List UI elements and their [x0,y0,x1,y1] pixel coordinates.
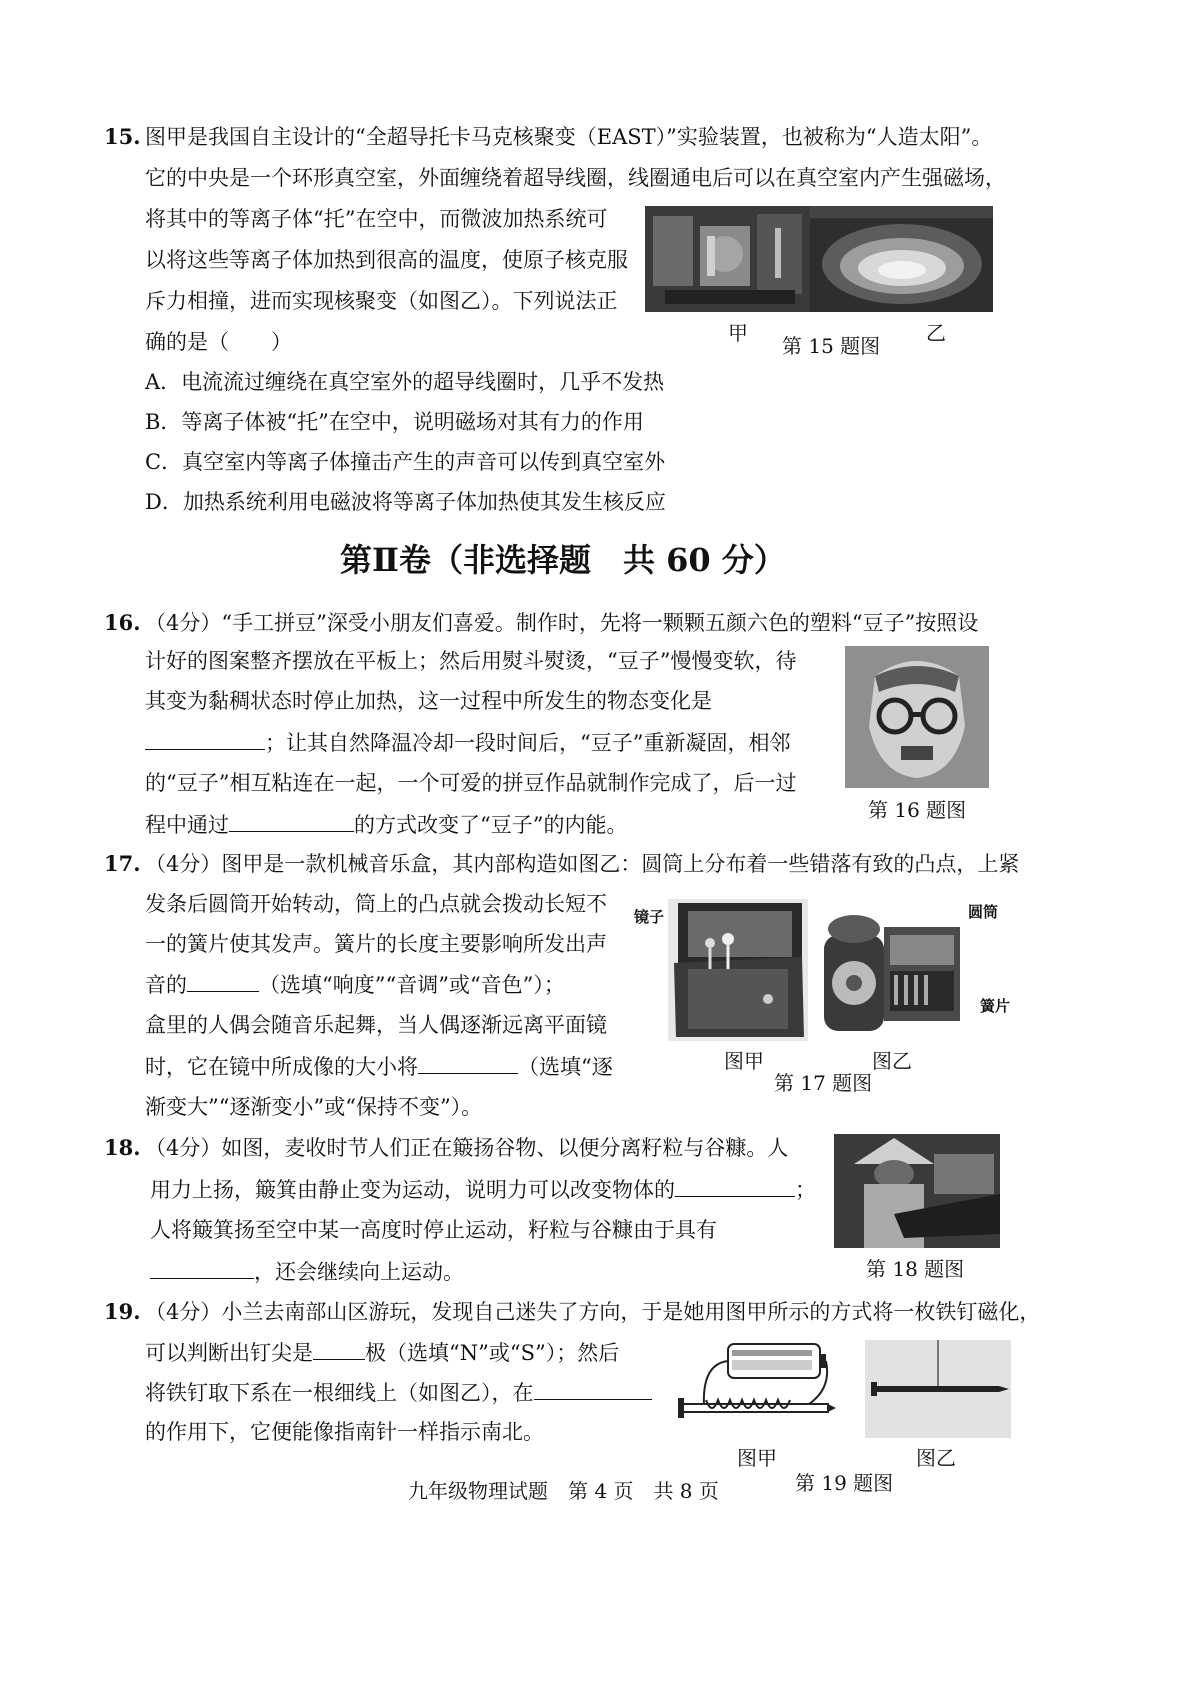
fig19-caption: 第 19 题图 [795,1471,894,1495]
q16-line-4-text: ；让其自然降温冷却一段时间后，“豆子”重新凝固，相邻 [265,731,791,755]
q17-line-6 [145,1051,613,1082]
q16-line-6-text-b: 的方式改变了“豆子”的内能。 [354,813,628,837]
q15-line-2: 它的中央是一个环形真空室，外面缠绕着超导线圈，线圈通电后可以在真空室内产生强磁场， [145,166,1006,190]
fig17-label-drum: 圆筒 [968,903,999,921]
section-title: 第Ⅱ卷（非选择题 共 60 分） [340,541,786,579]
q16-line-5: 的“豆子”相互粘连在一起，一个可爱的拼豆作品就制作完成了，后一过 [145,771,797,795]
fig18-winnowing-photo [834,1134,1000,1248]
question-17-number: 17. [104,851,141,876]
fig19-label-yi: 图乙 [916,1446,956,1470]
q17-line-3: 一的簧片使其发声。簧片的长度主要影响所发出声 [145,932,607,956]
fig17-label-mirror: 镜子 [634,908,665,926]
q18-line-4-text: ，还会继续向上运动。 [254,1260,464,1284]
fig15-photo-jia [645,206,810,312]
q16-line-6-text-a: 程中通过 [145,813,229,837]
q16-line-1: （4分）“手工拼豆”深受小朋友们喜爱。制作时，先将一颗颗五颜六色的塑料“豆子”按照设 [145,611,979,635]
q15-line-1: 图甲是我国自主设计的“全超导托卡马克核聚变（EAST）”实验装置，也被称为“人造太阳”。 [145,125,993,149]
fig15-label-yi: 乙 [926,321,946,345]
q15-line-3: 将其中的等离子体“托”在空中，而微波加热系统可 [145,207,608,231]
q17-line-4 [145,969,565,1000]
q18-line-4 [150,1256,464,1287]
question-18-number: 18. [104,1135,141,1160]
fig17-label-jia: 图甲 [724,1049,764,1073]
fig15-caption: 第 15 题图 [782,334,881,358]
fig19-label-jia: 图甲 [737,1446,777,1470]
fig17-label-yi: 图乙 [872,1049,912,1073]
q18-line-3: 人将簸箕扬至空中某一高度时停止运动，籽粒与谷糠由于具有 [150,1218,717,1242]
fig16-caption: 第 16 题图 [868,798,967,822]
question-19-number: 19. [104,1299,141,1324]
fig16-bead-art-photo [845,646,989,788]
q18-line-2 [150,1174,816,1205]
q15-option-a: A．电流流过缠绕在真空室外的超导线圈时，几乎不发热 [145,370,665,394]
q16-blank-1[interactable] [145,727,265,750]
q15-option-b: B．等离子体被“托”在空中，说明磁场对其有力的作用 [145,410,644,434]
q19-line-2-text-a: 可以判断出钉尖是 [145,1341,313,1365]
q15-line-4: 以将这些等离子体加热到很高的温度，使原子核克服 [145,248,628,272]
fig17-music-box-photo [668,899,808,1041]
q16-line-6 [145,809,627,840]
q19-line-4: 的作用下，它便能像指南针一样指示南北。 [145,1420,544,1444]
q17-line-5: 盒里的人偶会随音乐起舞，当人偶逐渐远离平面镜 [145,1013,607,1037]
q17-line-7: 渐变大”“逐渐变小”或“保持不变”）。 [145,1095,483,1119]
q16-line-3: 其变为黏稠状态时停止加热，这一过程中所发生的物态变化是 [145,689,712,713]
fig15-label-jia: 甲 [728,321,748,345]
q19-line-1: （4分）小兰去南部山区游玩，发现自己迷失了方向，于是她用图甲所示的方式将一枚铁钉磁化， [145,1300,1041,1324]
fig15-photo-yi [810,206,993,312]
q15-line-5: 斥力相撞，进而实现核聚变（如图乙）。下列说法正 [145,289,618,313]
q15-option-c: C．真空室内等离子体撞击产生的声音可以传到真空室外 [145,450,666,474]
fig17-caption: 第 17 题图 [774,1071,873,1095]
fig19-nail-coil-diagram [676,1340,836,1436]
q19-line-2-text-b: 极（选填“N”或“S”）；然后 [365,1341,620,1365]
fig17-mechanism-photo [820,905,968,1035]
page-footer: 九年级物理试题 第 4 页 共 8 页 [408,1479,719,1503]
q16-line-2: 计好的图案整齐摆放在平板上；然后用熨斗熨烫，“豆子”慢慢变软，待 [145,649,797,673]
q17-line-4-text-a: 音的 [145,973,187,997]
question-16-number: 16. [104,610,141,635]
q19-blank-1[interactable] [313,1337,365,1360]
q19-line-3-text-a: 将铁钉取下系在一根细线上（如图乙），在 [145,1381,534,1405]
q15-option-d: D．加热系统利用电磁波将等离子体加热使其发生核反应 [145,490,666,514]
q19-line-3 [145,1377,652,1408]
q17-line-1: （4分）图甲是一款机械音乐盒，其内部构造如图乙：圆筒上分布着一些错落有致的凸点，上紧 [145,852,1020,876]
q18-line-2-text-a: 用力上扬，簸箕由静止变为运动，说明力可以改变物体的 [150,1178,675,1202]
fig18-caption: 第 18 题图 [866,1257,965,1281]
q17-line-2: 发条后圆筒开始转动，筒上的凸点就会拨动长短不 [145,892,607,916]
q18-line-1: （4分）如图，麦收时节人们正在簸扬谷物、以便分离籽粒与谷糠。人 [145,1136,789,1160]
q17-line-6-text-b: （选填“逐 [518,1055,613,1079]
q18-blank-2[interactable] [150,1256,254,1279]
q17-line-4-text-b: （选填“响度”“音调”或“音色”）； [259,973,565,997]
q18-line-2-text-b: ； [795,1178,816,1202]
q19-blank-2[interactable] [534,1377,652,1400]
q15-line-6: 确的是（ ） [145,330,292,354]
q17-line-6-text-a: 时，它在镜中所成像的大小将 [145,1055,418,1079]
q17-blank-2[interactable] [418,1051,518,1074]
q19-line-2 [145,1337,619,1368]
question-15-number: 15. [104,124,141,149]
fig19-suspended-nail-photo [865,1340,1011,1438]
q17-blank-1[interactable] [187,969,259,992]
fig17-label-reed: 簧片 [980,997,1011,1015]
q18-blank-1[interactable] [675,1174,795,1197]
q16-line-4 [145,727,790,758]
q16-blank-2[interactable] [229,809,354,832]
